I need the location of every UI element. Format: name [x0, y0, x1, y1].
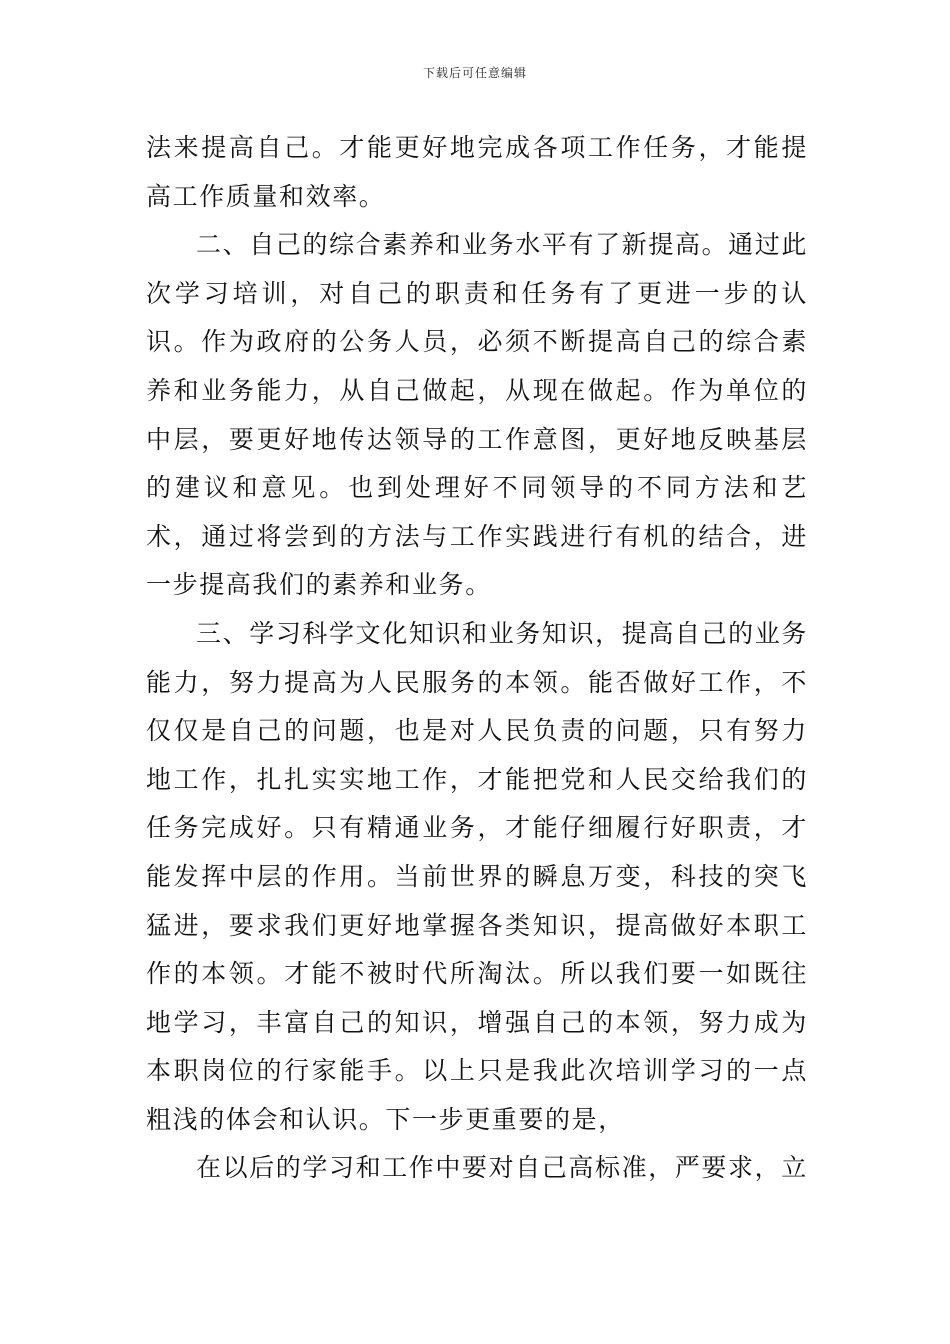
paragraph-section-three: 三、学习科学文化知识和业务知识，提高自己的业务能力，努力提高为人民服务的本领。能否做好工作，不仅仅是自己的问题，也是对人民负责的问题，只有努力地工作，扎扎实实地工作，才能把党和人民交给我们的任务完成好。只有精通业务，才能仔细履行好职责，才能发挥中层的作用。当前世界的瞬息万变，科技的突飞猛进，要求我们更好地掌握各类知识，提高做好本职工作的本领。才能不被时代所淘汰。所以我们要一如既往地学习，丰富自己的知识，增强自己的本领，努力成为本职岗位的行家能手。以上只是我此次培训学习的一点粗浅的体会和认识。下一步更重要的是，: [146, 618, 808, 1134]
paragraph-closing: 在以后的学习和工作中要对自己高标准，严要求，立: [196, 1153, 808, 1183]
page-header: 下载后可任意编辑: [422, 66, 527, 80]
document-body: [146, 124, 808, 1193]
paragraph-section-two: 二、自己的综合素养和业务水平有了新提高。通过此次学习培训，对自己的职责和任务有了更进一步的认识。作为政府的公务人员，必须不断提高自己的综合素养和业务能力，从自己做起，从现在做起。作为单位的中层，要更好地传达领导的工作意图，更好地反映基层的建议和意见。也到处理好不同领导的不同方法和艺术，通过将尝到的方法与工作实践进行有机的结合，进一步提高我们的素养和业务。: [146, 230, 808, 600]
paragraph-continuation: 法来提高自己。才能更好地完成各项工作任务，才能提高工作质量和效率。: [146, 133, 808, 211]
